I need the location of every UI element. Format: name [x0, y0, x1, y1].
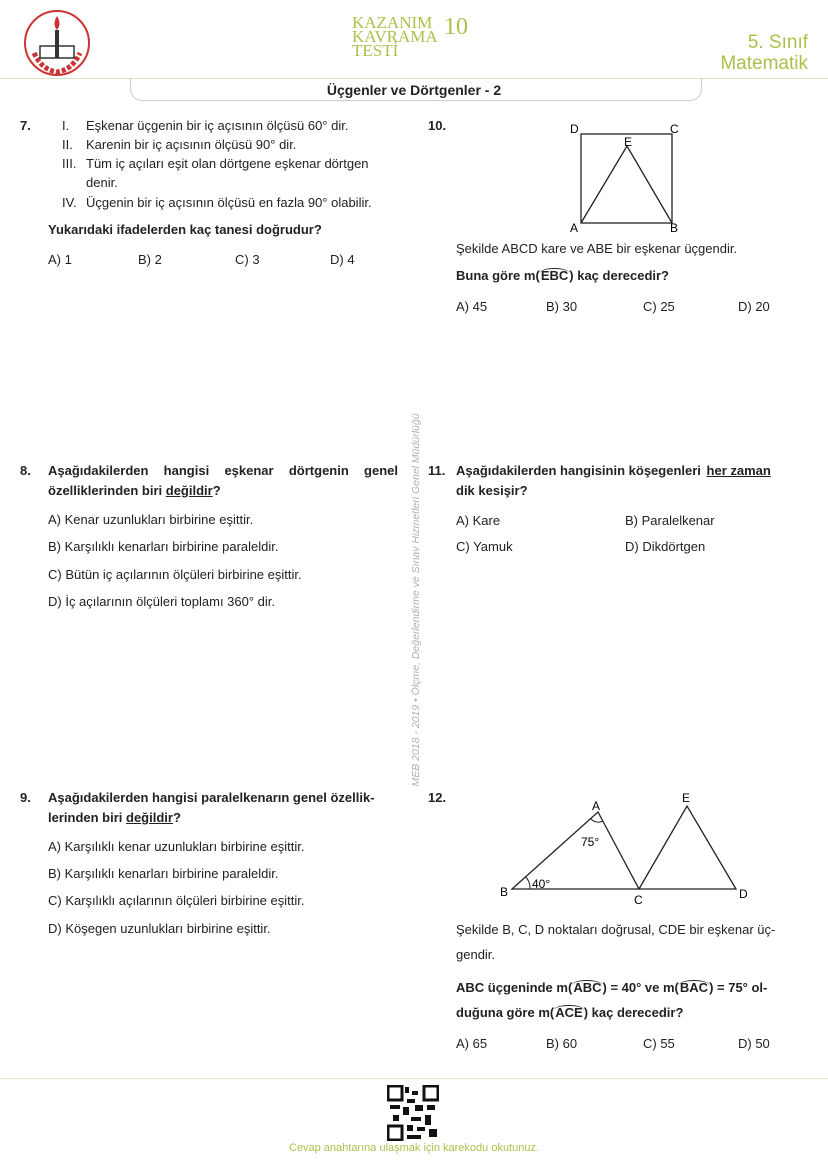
text: Buna göre m [456, 268, 536, 283]
point-label: C [634, 893, 643, 907]
text: duğuna göre m [456, 1005, 550, 1020]
option[interactable]: B) Karşılıklı kenarları birbirine paraleldir. [48, 866, 279, 881]
option[interactable]: A) Kare [456, 513, 501, 528]
question-text: Aşağıdakilerden hangisi paralelkenarın genel özellik- [48, 790, 375, 805]
question-text: Aşağıdakilerden hangisi eşkenar dörtgenin genel [48, 463, 398, 478]
statement: Karenin bir iç açısının ölçüsü 90° dir. [86, 137, 297, 152]
option[interactable]: C) Yamuk [456, 539, 513, 554]
point-label: A [570, 221, 579, 235]
point-label: E [682, 791, 691, 805]
question-number: 9. [20, 790, 31, 805]
grade-subject [720, 32, 808, 74]
roman-numeral: III. [62, 156, 77, 171]
angle-arc: ABC [573, 980, 602, 995]
text: = 75° ol- [713, 980, 768, 995]
question-text: Yukarıdaki ifadelerden kaç tanesi doğrudur? [48, 222, 322, 237]
text: Aşağıdakilerden hangisinin köşegenleri [456, 463, 705, 478]
option[interactable]: B) Karşılıklı kenarları birbirine paraleldir. [48, 539, 279, 554]
option[interactable]: D) 50 [738, 1036, 770, 1051]
brand-logo [352, 13, 438, 60]
point-label: D [570, 122, 579, 136]
option[interactable]: D) Dikdörtgen [625, 539, 706, 554]
option[interactable]: C) Bütün iç açılarının ölçüleri birbirine eşittir. [48, 567, 302, 582]
brand-line: KAZANIM [352, 13, 433, 32]
angle-label: 40° [532, 877, 551, 891]
question-text [48, 810, 181, 825]
question-text: gendir. [456, 947, 496, 962]
question-text [48, 483, 221, 498]
triangles-figure [490, 786, 770, 908]
question-text: Şekilde ABCD kare ve ABE bir eşkenar üçgendir. [456, 241, 738, 256]
point-label: B [500, 885, 509, 899]
text: kaç derecedir? [573, 268, 669, 283]
angle-label: 75° [581, 835, 600, 849]
question-text: dik kesişir? [456, 483, 528, 498]
text: = 40° ve m [606, 980, 675, 995]
angle-arc: BAC [679, 980, 709, 995]
option[interactable]: B) Paralelkenar [625, 513, 715, 528]
question-text: ABC üçgeninde m(ABC) = 40° ve m(BAC) = 75° ol- [456, 980, 768, 995]
option[interactable]: D) 4 [330, 252, 355, 267]
option[interactable]: B) 60 [546, 1036, 578, 1051]
option[interactable]: C) 55 [643, 1036, 675, 1051]
subject: Matematik [720, 53, 808, 74]
test-number: 10 [444, 14, 468, 40]
side-text: MEB 2018 - 2019 • Ölçme, Değerlendirme ve Sınav Hizmetleri Genel Müdürlüğü [410, 413, 422, 787]
option[interactable]: D) İç açılarının ölçüleri toplamı 360° dir. [48, 594, 276, 609]
statement: Tüm iç açıları eşit olan dörtgene eşkenar dörtgen [86, 156, 369, 171]
qr-caption: Cevap anahtarına ulaşmak için karekodu okutunuz. [288, 1142, 540, 1154]
option[interactable]: C) 25 [643, 299, 675, 314]
question-number: 7. [20, 118, 31, 133]
angle-arc: EBC [540, 268, 569, 283]
point-label: B [670, 221, 679, 235]
point-label: D [739, 887, 748, 901]
angle-arc: ACE [555, 1005, 583, 1020]
emphasis: değildir [126, 810, 173, 825]
text: özelliklerinden biri [48, 483, 166, 498]
emphasis: değildir [165, 483, 213, 498]
question-number: 12. [428, 790, 447, 805]
option[interactable]: A) Karşılıklı kenar uzunlukları birbirine eşittir. [48, 839, 305, 854]
point-label: A [592, 799, 601, 813]
grade: 5. Sınıf [747, 32, 808, 53]
option[interactable]: A) 1 [48, 252, 72, 267]
brand-line: KAVRAMA [352, 27, 438, 46]
statement: Eşkenar üçgenin bir iç açısının ölçüsü 60° dir. [86, 118, 349, 133]
emphasis: her zaman [706, 463, 771, 478]
qr-code[interactable] [387, 1085, 439, 1141]
option[interactable]: D) 20 [738, 299, 770, 314]
point-label: E [624, 135, 633, 149]
question-number: 8. [20, 463, 31, 478]
option[interactable]: B) 30 [546, 299, 578, 314]
text: ? [212, 483, 221, 498]
point-label: C [670, 122, 679, 136]
option[interactable]: C) 3 [235, 252, 260, 267]
text: ABC üçgeninde m [456, 980, 568, 995]
statement: Üçgenin bir iç açısının ölçüsü en fazla 90° olabilir. [86, 195, 372, 210]
text: kaç derecedir? [588, 1005, 684, 1020]
question-text: Buna göre m(EBC) kaç derecedir? [456, 268, 669, 283]
question-number: 11. [428, 463, 446, 478]
question-text: duğuna göre m(ACE) kaç derecedir? [456, 1005, 684, 1020]
option[interactable]: C) Karşılıklı açılarının ölçüleri birbirine eşittir. [48, 893, 305, 908]
option[interactable]: A) Kenar uzunlukları birbirine eşittir. [48, 512, 254, 527]
question-number: 10. [428, 118, 447, 133]
text: lerinden biri [48, 810, 127, 825]
text: ? [172, 810, 181, 825]
roman-numeral: I. [62, 118, 70, 133]
option[interactable]: A) 65 [456, 1036, 488, 1051]
option[interactable]: D) Köşegen uzunlukları birbirine eşittir. [48, 921, 271, 936]
statement: denir. [86, 175, 118, 190]
question-text: Şekilde B, C, D noktaları doğrusal, CDE bir eşkenar üç- [456, 922, 776, 937]
ministry-logo [22, 8, 92, 78]
brand-line: TESTİ [352, 41, 399, 60]
footer-divider [0, 1078, 828, 1079]
question-text [456, 463, 771, 478]
square-triangle-figure [560, 118, 700, 236]
option[interactable]: A) 45 [456, 299, 488, 314]
roman-numeral: II. [62, 137, 73, 152]
roman-numeral: IV. [62, 195, 77, 210]
option[interactable]: B) 2 [138, 252, 162, 267]
page-title: Üçgenler ve Dörtgenler - 2 [326, 82, 502, 98]
